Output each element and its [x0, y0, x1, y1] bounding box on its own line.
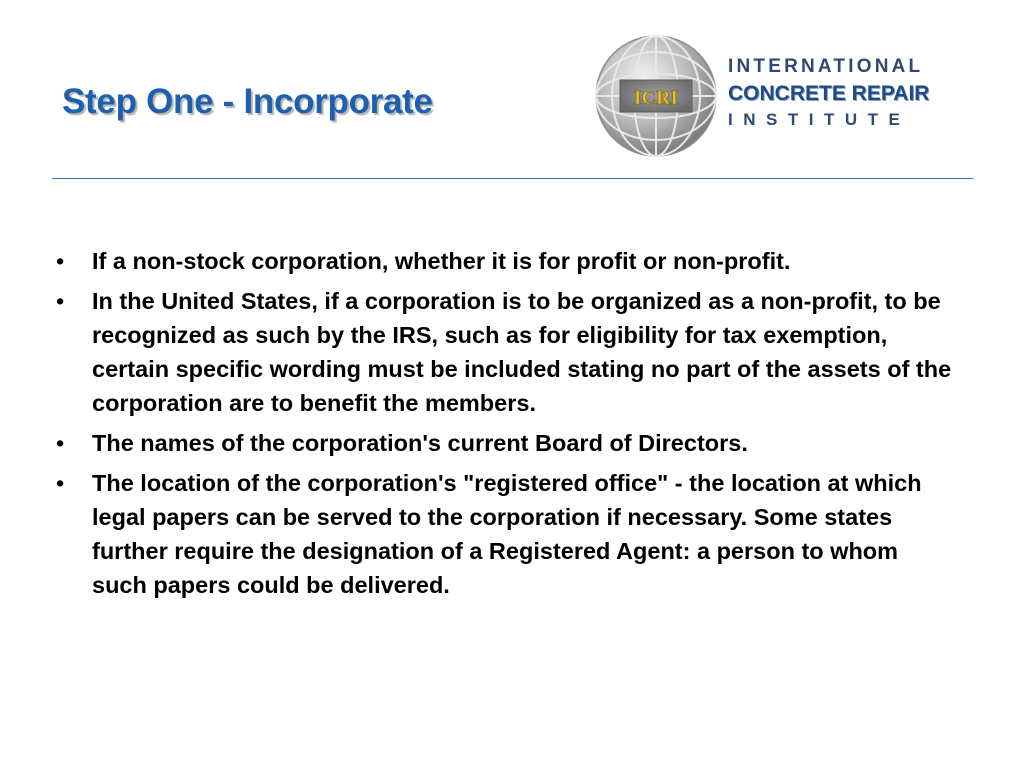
logo-wordmark: [728, 56, 978, 130]
logo-line-institute: INSTITUTE: [728, 110, 911, 129]
logo-emblem-text: ICRI: [633, 87, 679, 109]
bullet-marker: •: [56, 288, 65, 314]
logo-line-concrete-repair: CONCRETE REPAIR: [728, 82, 930, 105]
list-item: [56, 426, 956, 460]
bullet-marker: •: [56, 470, 65, 496]
logo-line-international: INTERNATIONAL: [728, 56, 924, 77]
bullet-text: In the United States, if a corporation is to be organized as a non-profit, to be recognized as such by the IRS, such as for eligibility for tax exemption, certain specific wording must be included stating no part of the assets of the corporation are to benefit the members.: [92, 288, 952, 416]
bullet-text: The names of the corporation's current Board of Directors.: [92, 430, 748, 456]
globe-icon: [594, 34, 720, 158]
list-item: [56, 244, 956, 278]
list-item: [56, 284, 956, 420]
slide-title: Step One - Incorporate: [62, 82, 433, 121]
bullet-text: The location of the corporation's "registered office" - the location at which legal papers can be served to the corporation if necessary. Some states further require the designation of a Registered Agent: a person to whom such papers could be delivered.: [92, 470, 922, 598]
list-item: [56, 466, 956, 602]
bullet-marker: •: [56, 430, 65, 456]
bullet-marker: •: [56, 248, 65, 274]
bullet-text: If a non-stock corporation, whether it is for profit or non-profit.: [92, 248, 791, 274]
icri-logo: [594, 34, 978, 158]
title-divider: [52, 178, 973, 179]
bullet-list: [56, 244, 956, 608]
